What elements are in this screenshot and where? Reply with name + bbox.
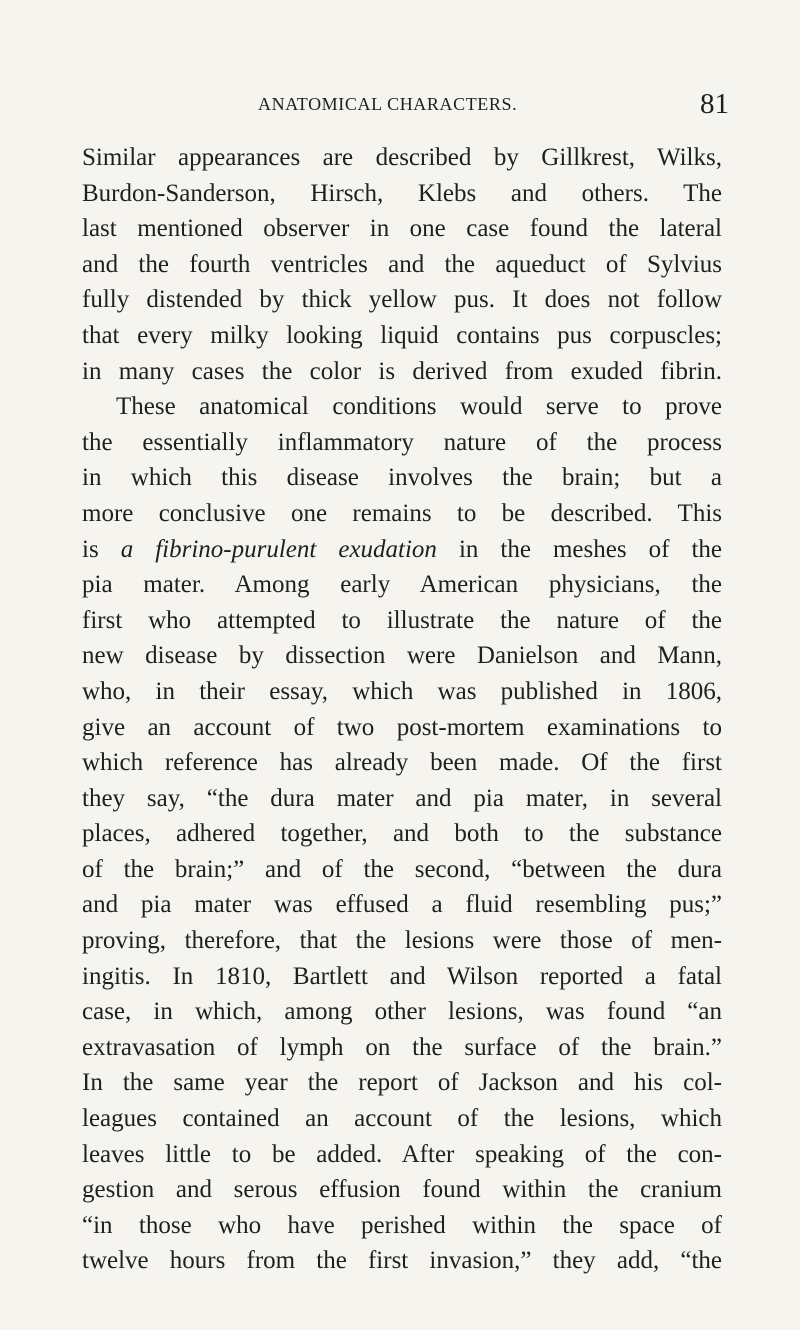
text-line-17: give an account of two post-mortem examinations to xyxy=(82,713,722,741)
text-line-5: fully distended by thick yellow pus. It does not follow xyxy=(82,286,722,314)
text-line-13: pia mater. Among early American physicians, the xyxy=(82,571,722,599)
text-line-10: in which this disease involves the brain; but a xyxy=(82,464,722,492)
text-line-12-prefix: is xyxy=(82,535,121,563)
text-line-23: proving, therefore, that the lesions were those of men- xyxy=(82,927,722,955)
text-line-1: Similar appearances are described by Gillkrest, Wilks, xyxy=(82,144,722,171)
text-line-29: leaves little to be added. After speaking of the con- xyxy=(82,1140,722,1168)
italic-term: a fibrino-purulent exudation xyxy=(120,535,437,563)
text-line-14: first who attempted to illustrate the nature of the xyxy=(82,606,722,634)
text-line-9: the essentially inflammatory nature of the process xyxy=(82,428,722,456)
text-line-24: ingitis. In 1810, Bartlett and Wilson reported a fatal xyxy=(82,962,722,990)
text-line-15: new disease by dissection were Danielson and Mann, xyxy=(82,642,722,670)
text-line-22: and pia mater was effused a fluid resembling pus;” xyxy=(82,891,722,919)
text-line-32: twelve hours from the first invasion,” they add, “the xyxy=(82,1247,722,1275)
text-line-26: extravasation of lymph on the surface of the brain.” xyxy=(82,1033,722,1061)
text-line-19: they say, “the dura mater and pia mater, in several xyxy=(82,784,722,812)
running-head xyxy=(0,88,800,124)
text-line-7: in many cases the color is derived from exuded fibrin. xyxy=(82,357,722,385)
text-line-31: “in those who have perished within the space of xyxy=(82,1211,722,1239)
text-line-25: case, in which, among other lesions, was found “an xyxy=(82,998,722,1026)
text-line-18: which reference has already been made. Of the first xyxy=(82,749,722,777)
text-line-28: leagues contained an account of the lesions, which xyxy=(82,1105,722,1133)
text-line-11: more conclusive one remains to be described. This xyxy=(82,499,722,527)
text-line-20: places, adhered together, and both to the substance xyxy=(82,820,722,848)
text-line-4: and the fourth ventricles and the aqueduct of Sylvius xyxy=(82,250,722,278)
text-line-21: of the brain;” and of the second, “between the dura xyxy=(82,855,722,883)
body-text xyxy=(82,140,722,1279)
page-number: 81 xyxy=(700,88,729,120)
text-line-2: Burdon-Sanderson, Hirsch, Klebs and others. The xyxy=(82,179,722,207)
text-line-12 xyxy=(82,532,722,568)
text-line-3: last mentioned observer in one case found the lateral xyxy=(82,215,722,243)
text-line-16: who, in their essay, which was published in 1806, xyxy=(82,677,722,705)
text-line-12-suffix: in the meshes of the xyxy=(436,535,722,563)
text-line-8: These anatomical conditions would serve to prove xyxy=(116,393,722,421)
text-line-30: gestion and serous effusion found within the cranium xyxy=(82,1176,722,1204)
text-line-27: In the same year the report of Jackson and his col- xyxy=(82,1069,722,1097)
text-line-6: that every milky looking liquid contains pus corpuscles; xyxy=(82,321,722,349)
running-head-title: ANATOMICAL CHARACTERS. xyxy=(258,94,518,114)
